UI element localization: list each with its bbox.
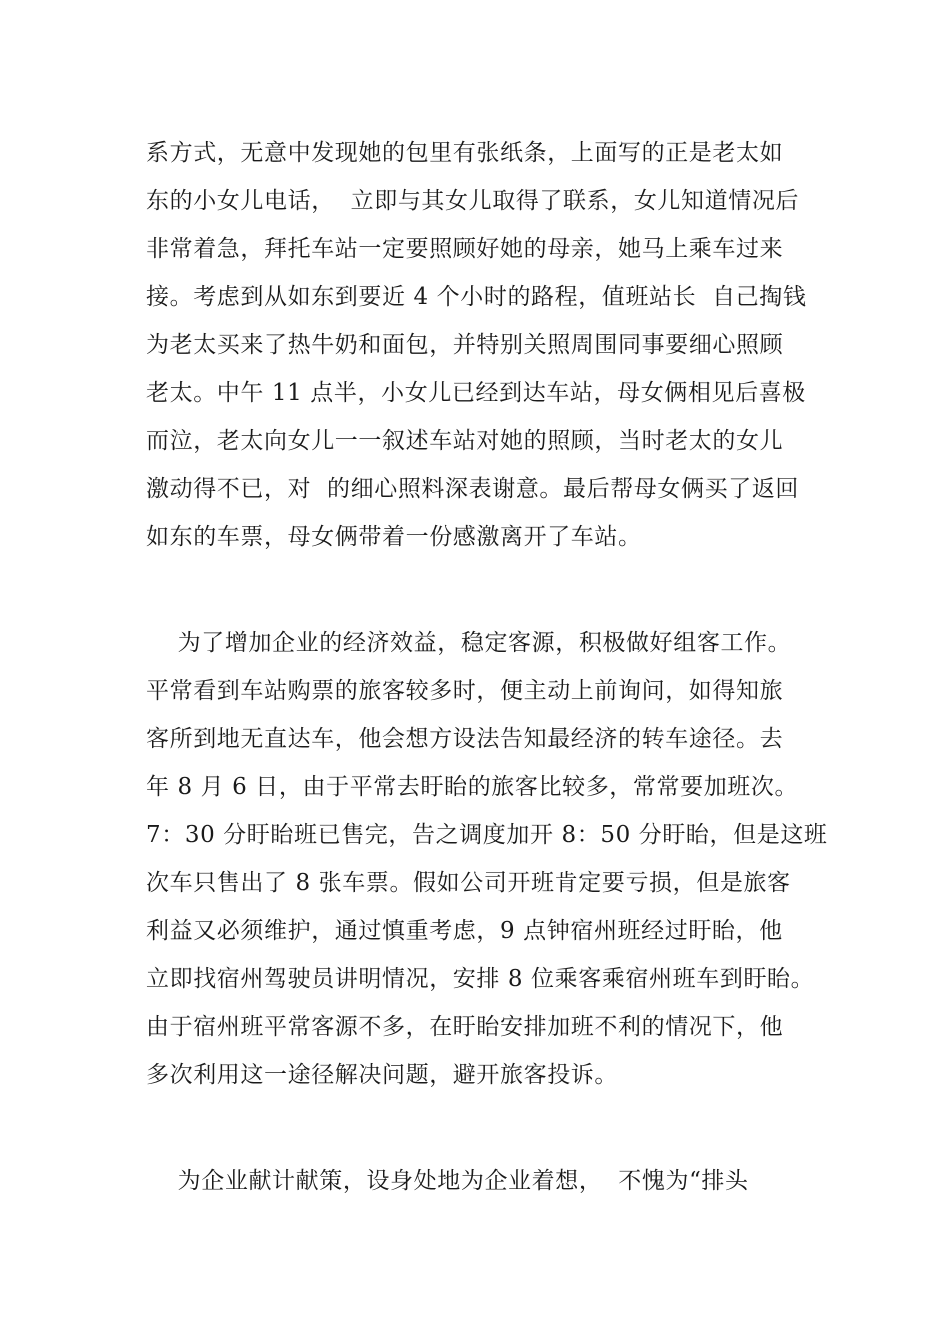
paragraph-1-line-8: 激动得不已，对 的细心照料深表谢意。最后帮母女俩买了返回 [146, 476, 800, 502]
paragraph-2-line-6: 次车只售出了 8 张车票。假如公司开班肯定要亏损，但是旅客 [146, 870, 791, 896]
paragraph-1-line-7: 而泣，老太向女儿一一叙述车站对她的照顾，当时老太的女儿 [146, 428, 784, 454]
paragraph-2-line-2: 平常看到车站购票的旅客较多时，便主动上前询问，如得知旅 [146, 678, 784, 704]
paragraph-1-line-9: 如东的车票，母女俩带着一份感激离开了车站。 [146, 524, 642, 550]
paragraph-1-line-1: 系方式，无意中发现她的包里有张纸条，上面写的正是老太如 [146, 140, 784, 166]
paragraph-1-line-3: 非常着急，拜托车站一定要照顾好她的母亲，她马上乘车过来 [146, 236, 784, 262]
paragraph-1-line-6: 老太。中午 11 点半，小女儿已经到达车站，母女俩相见后喜极 [146, 380, 806, 406]
paragraph-2-line-10: 多次利用这一途径解决问题，避开旅客投诉。 [146, 1062, 618, 1088]
paragraph-2-line-7: 利益又必须维护，通过慎重考虑，9 点钟宿州班经过盱眙，他 [146, 918, 783, 944]
paragraph-2-line-8: 立即找宿州驾驶员讲明情况，安排 8 位乘客乘宿州班车到盱眙。 [146, 966, 815, 992]
paragraph-1-line-2: 东的小女儿电话， 立即与其女儿取得了联系，女儿知道情况后 [146, 188, 800, 214]
paragraph-1-line-4: 接。考虑到从如东到要近 4 个小时的路程，值班站长 自己掏钱 [146, 284, 807, 310]
paragraph-2-line-5: 7：30 分盱眙班已售完，告之调度加开 8：50 分盱眙，但是这班 [146, 822, 828, 848]
paragraph-3-line-1: 为企业献计献策，设身处地为企业着想， 不愧为“排头 [146, 1168, 749, 1194]
paragraph-2-line-9: 由于宿州班平常客源不多，在盱眙安排加班不利的情况下，他 [146, 1014, 784, 1040]
paragraph-2-line-4: 年 8 月 6 日，由于平常去盱眙的旅客比较多，常常要加班次。 [146, 774, 799, 800]
paragraph-1-line-5: 为老太买来了热牛奶和面包，并特别关照周围同事要细心照顾 [146, 332, 784, 358]
paragraph-2-line-1: 为了增加企业的经济效益，稳定客源，积极做好组客工作。 [146, 630, 792, 656]
paragraph-2-line-3: 客所到地无直达车，他会想方设法告知最经济的转车途径。去 [146, 726, 784, 752]
